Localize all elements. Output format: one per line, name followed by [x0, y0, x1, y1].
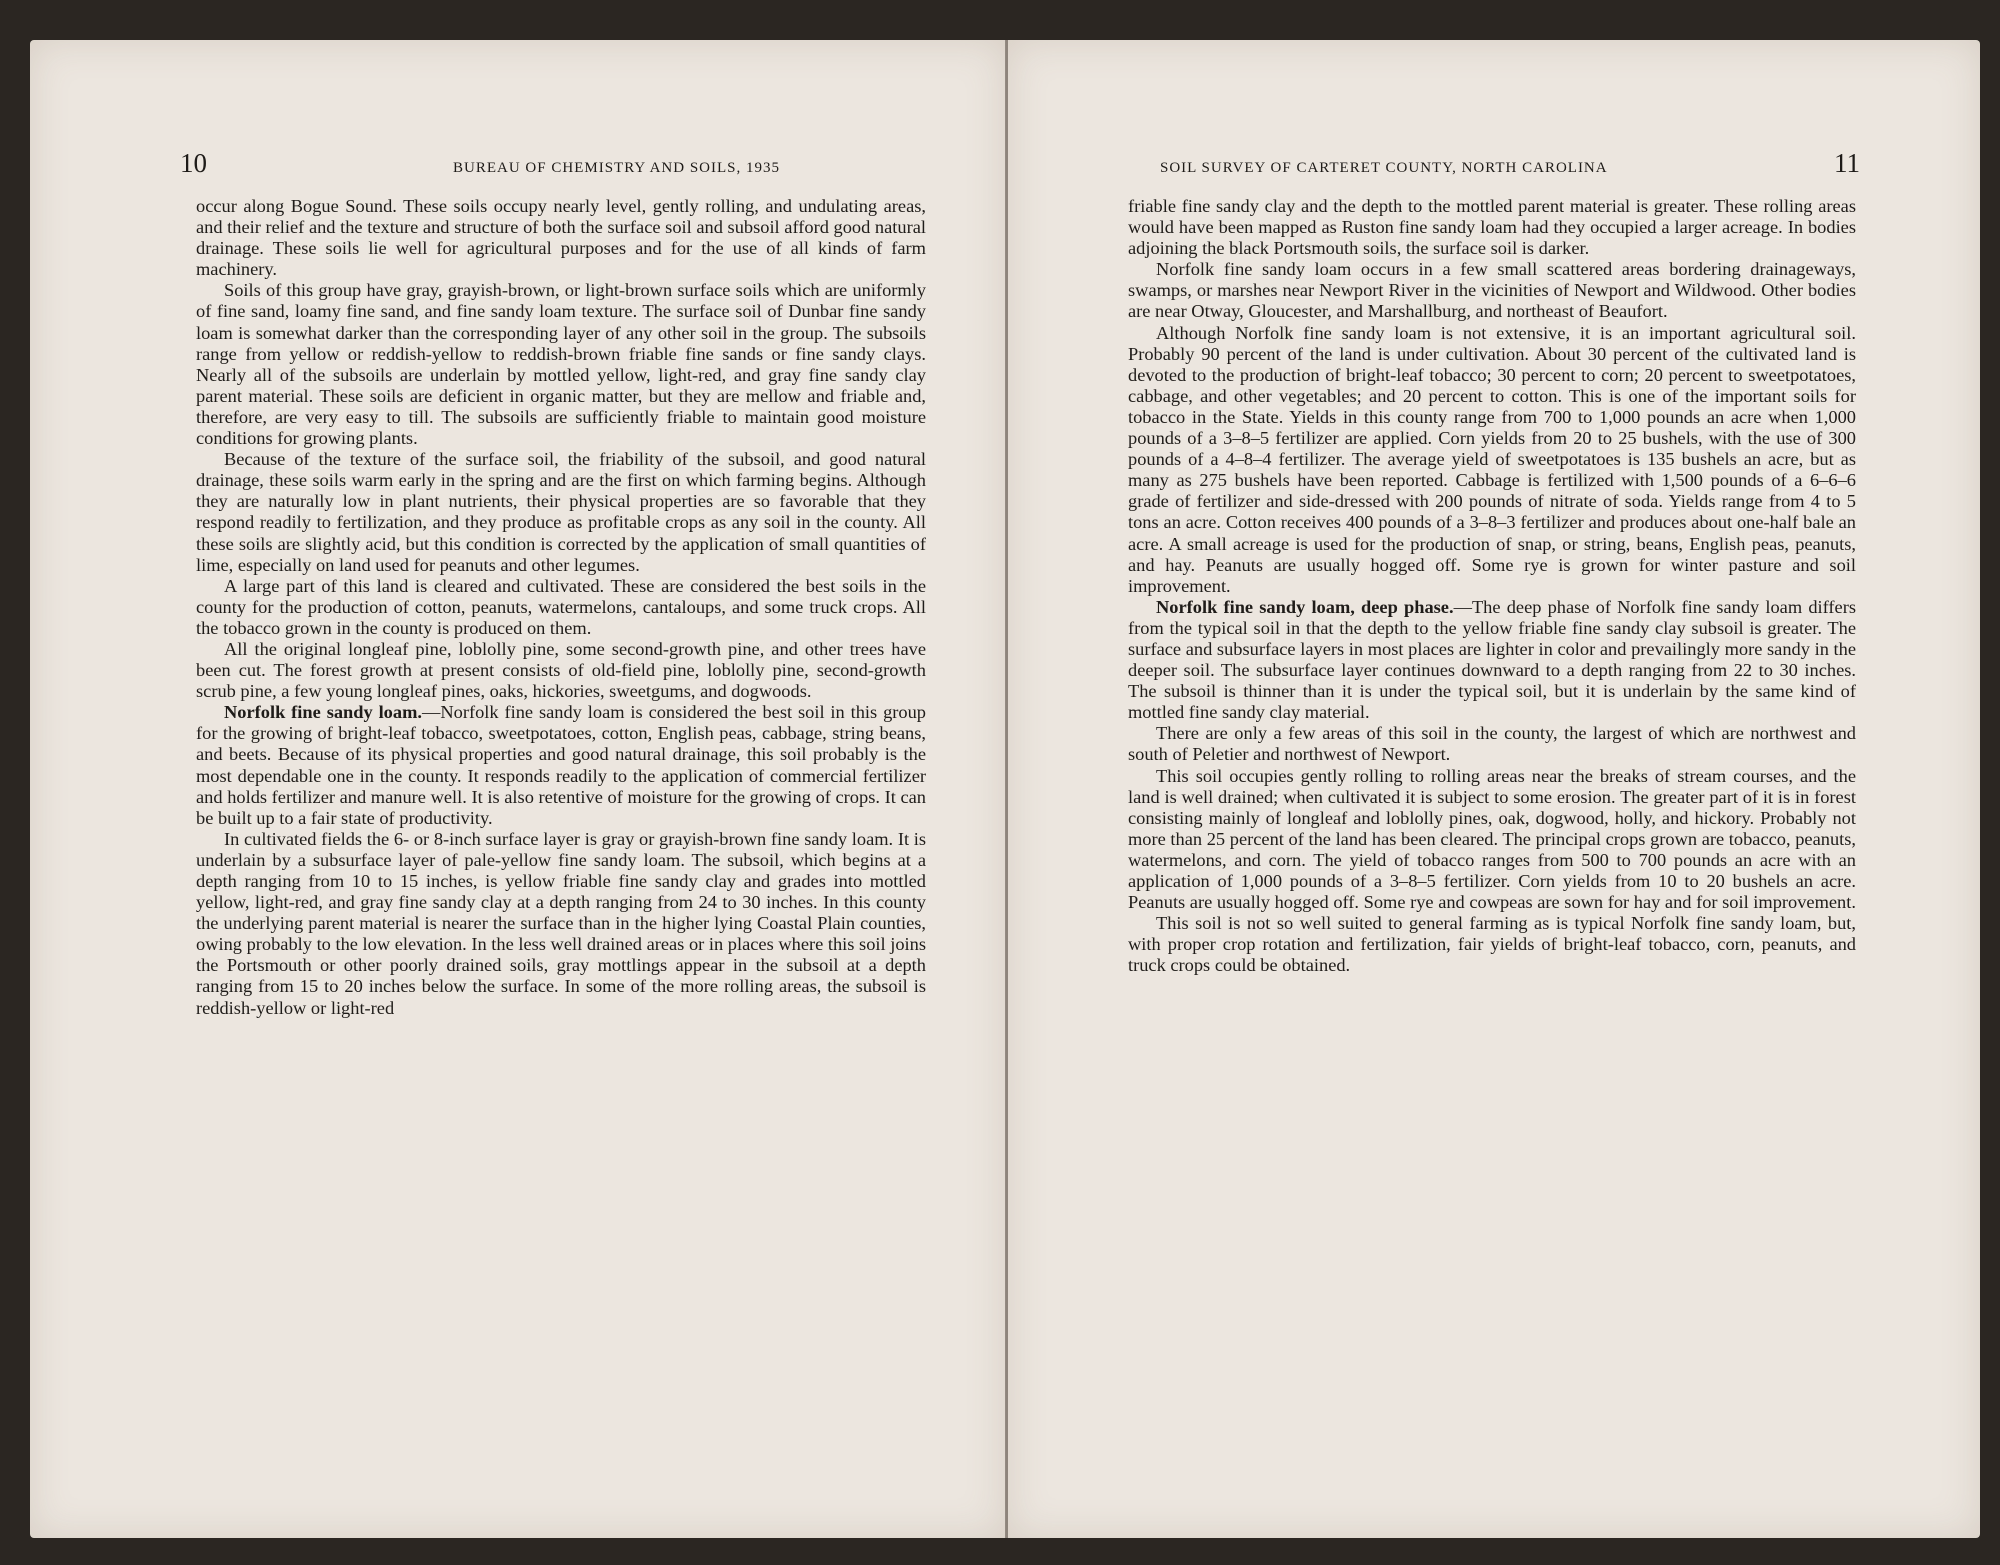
right-page [1008, 40, 1980, 1538]
paragraph: All the original longleaf pine, loblolly pine, some second-growth pine, and other trees have been cut. The forest growth at present consists of old-field pine, loblolly pine, second-growth scrub pine, a few young longleaf pines, oaks, hickories, sweetgums, and dogwoods. [196, 638, 926, 702]
section-text: —The deep phase of Norfolk fine sandy loam differs from the typical soil in that the depth to the yellow friable fine sandy clay subsoil is greater. The surface and subsurface layers in most places are lighter in color and prevailingly more sandy in the deeper soil. The subsurface layer continues downward to a depth ranging from 22 to 30 inches. The subsoil is thinner than it is under the typical soil, but it is underlain by the same kind of mottled fine sandy clay material. [1128, 596, 1856, 723]
paragraph: Soils of this group have gray, grayish-brown, or light-brown surface soils which are uniformly of fine sand, loamy fine sand, and fine sandy loam texture. The surface soil of Dunbar fine sandy loam is somewhat darker than the corresponding layer of any other soil in the group. The subsoils range from yellow or reddish-yellow to reddish-brown friable fine sands or fine sandy clays. Nearly all of the subsoils are underlain by mottled yellow, light-red, and gray fine sandy clay parent material. These soils are deficient in organic matter, but they are mellow and friable and, therefore, are very easy to till. The subsoils are sufficiently friable to maintain good moisture conditions for growing plants. [196, 280, 926, 449]
section-paragraph [1128, 597, 1856, 724]
paragraph: This soil is not so well suited to general farming as is typical Norfolk fine sandy loam, but, with proper crop rotation and fertilization, fair yields of bright-leaf tobacco, corn, peanuts, and truck crops could be obtained. [1128, 913, 1856, 976]
left-page [30, 40, 1005, 1538]
section-heading: Norfolk fine sandy loam, deep phase. [1156, 596, 1454, 617]
paragraph: occur along Bogue Sound. These soils occupy nearly level, gently rolling, and undulating areas, and their relief and the texture and structure of both the surface soil and subsoil afford good natural drainage. These soils lie well for agricultural purposes and for the use of all kinds of farm machinery. [196, 196, 926, 280]
paragraph: In cultivated fields the 6- or 8-inch surface layer is gray or grayish-brown fine sandy loam. It is underlain by a subsurface layer of pale-yellow fine sandy loam. The subsoil, which begins at a depth ranging from 10 to 15 inches, is yellow friable fine sandy clay and grades into mottled yellow, light-red, and gray fine sandy clay at a depth ranging from 24 to 30 inches. In this county the underlying parent material is nearer the surface than in the higher lying Coastal Plain counties, owing probably to the low elevation. In the less well drained areas or in places where this soil joins the Portsmouth or other poorly drained soils, gray mottlings appear in the subsoil at a depth ranging from 15 to 20 inches below the surface. In some of the more rolling areas, the subsoil is reddish-yellow or light-red [196, 828, 926, 1018]
left-page-body [196, 196, 926, 1019]
section-heading: Norfolk fine sandy loam. [224, 702, 422, 723]
paragraph: Because of the texture of the surface soil, the friability of the subsoil, and good natural drainage, these soils warm early in the spring and are the first on which farming begins. Although they are naturally low in plant nutrients, their physical properties are so favorable that they respond readily to fertilization, and they produce as profitable crops as any soil in the county. All these soils are slightly acid, but this condition is corrected by the application of small quantities of lime, especially on land used for peanuts and other legumes. [196, 449, 926, 575]
paragraph: Norfolk fine sandy loam occurs in a few small scattered areas bordering drainageways, swamps, or marshes near Newport River in the vicinities of Newport and Wildwood. Other bodies are near Otway, Gloucester, and Marshallburg, and northeast of Beaufort. [1128, 259, 1856, 322]
running-head: BUREAU OF CHEMISTRY AND SOILS, 1935 [453, 160, 780, 176]
page-number: 11 [1834, 148, 1860, 178]
running-head: SOIL SURVEY OF CARTERET COUNTY, NORTH CAROLINA [1160, 160, 1608, 176]
right-page-header [1160, 148, 1860, 188]
right-page-body [1128, 196, 1856, 976]
paragraph: Although Norfolk fine sandy loam is not extensive, it is an important agricultural soil. Probably 90 percent of the land is under cultivation. About 30 percent of the cultivated land is devoted to the production of bright-leaf tobacco; 30 percent to corn; 20 percent to sweetpotatoes, cabbage, and other vegetables; and 20 percent to cotton. This is one of the important soils for tobacco in the State. Yields in this county range from 700 to 1,000 pounds an acre when 1,000 pounds of a 3–8–5 fertilizer are applied. Corn yields from 20 to 25 bushels, with the use of 300 pounds of a 4–8–4 fertilizer. The average yield of sweetpotatoes is 135 bushels an acre, but as many as 275 bushels have been reported. Cabbage is fertilized with 1,500 pounds of a 6–6–6 grade of fertilizer and side-dressed with 200 pounds of nitrate of soda. Yields range from 4 to 5 tons an acre. Cotton receives 400 pounds of a 3–8–3 fertilizer and produces about one-half bale an acre. A small acreage is used for the production of snap, or string, beans, English peas, peanuts, and hay. Peanuts are usually hogged off. Some rye is grown for winter pasture and soil improvement. [1128, 322, 1856, 596]
paragraph: friable fine sandy clay and the depth to the mottled parent material is greater. These rolling areas would have been mapped as Ruston fine sandy loam had they occupied a larger acreage. In bodies adjoining the black Portsmouth soils, the surface soil is darker. [1128, 196, 1856, 259]
section-text: —Norfolk fine sandy loam is considered the best soil in this group for the growing of bright-leaf tobacco, sweetpotatoes, cotton, English peas, cabbage, string beans, and beets. Because of its physical properties and good natural drainage, this soil probably is the most dependable one in the county. It responds readily to the application of commercial fertilizer and holds fertilizer and manure well. It is also retentive of moisture for the growing of crops. It can be built up to a fair state of productivity. [196, 702, 926, 828]
section-paragraph [196, 702, 926, 829]
paragraph: There are only a few areas of this soil in the county, the largest of which are northwest and south of Peletier and northwest of Newport. [1128, 723, 1856, 765]
page-number: 10 [180, 148, 207, 178]
paragraph: This soil occupies gently rolling to rolling areas near the breaks of stream courses, and the land is well drained; when cultivated it is subject to some erosion. The greater part of it is in forest consisting mainly of longleaf and loblolly pines, oak, dogwood, holly, and hickory. Probably not more than 25 percent of the land has been cleared. The principal crops grown are tobacco, peanuts, watermelons, and corn. The yield of tobacco ranges from 500 to 700 pounds an acre with an application of 1,000 pounds of a 3–8–5 fertilizer. Corn yields from 10 to 20 bushels an acre. Peanuts are usually hogged off. Some rye and cowpeas are sown for hay and for soil improvement. [1128, 765, 1856, 913]
left-page-header [180, 148, 780, 188]
paragraph: A large part of this land is cleared and cultivated. These are considered the best soils in the county for the production of cotton, peanuts, watermelons, cantaloups, and some truck crops. All the tobacco grown in the county is produced on them. [196, 575, 926, 638]
